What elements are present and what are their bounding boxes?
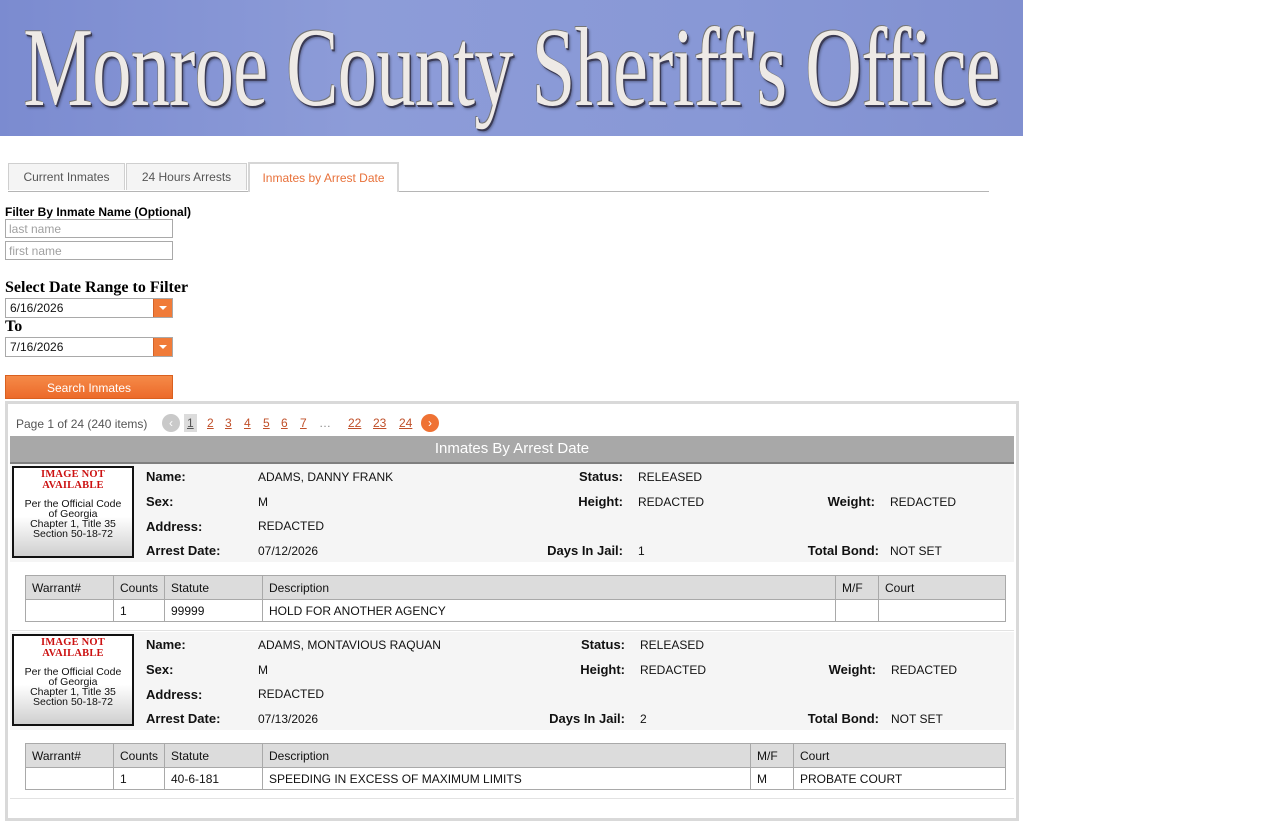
chevron-left-icon[interactable]: ‹ (162, 414, 180, 432)
to-date-picker[interactable] (5, 337, 173, 357)
col-mf: M/F (751, 744, 794, 768)
days-in-jail-label: Days In Jail: (549, 711, 625, 726)
tab-24-hours-arrests[interactable]: 24 Hours Arrests (126, 163, 247, 190)
inmate-photo-placeholder: IMAGE NOT AVAILABLE Per the Official Code of Georgia Chapter 1, Title 35 Section 50-18-72 (12, 466, 134, 558)
inmate-sex: M (258, 663, 268, 677)
charge-mf (836, 600, 879, 622)
inmate-photo-placeholder: IMAGE NOT AVAILABLE Per the Official Code of Georgia Chapter 1, Title 35 Section 50-18-72 (12, 634, 134, 726)
sex-label: Sex: (146, 662, 174, 677)
image-not-available-text: IMAGE NOT AVAILABLE (41, 637, 105, 659)
height-label: Height: (578, 494, 623, 509)
inmate-arrest-date: 07/12/2026 (258, 544, 319, 558)
status-label: Status: (578, 469, 623, 484)
charge-counts: 1 (114, 768, 165, 790)
col-court: Court (794, 744, 1006, 768)
days-in-jail-label: Days In Jail: (547, 543, 623, 558)
col-warrant: Warrant# (26, 744, 114, 768)
tab-current-inmates[interactable]: Current Inmates (8, 163, 125, 190)
first-name-input[interactable] (5, 241, 173, 260)
address-label: Address: (146, 519, 203, 534)
to-label: To (5, 318, 23, 335)
col-court: Court (879, 576, 1006, 600)
table-row (26, 768, 1006, 790)
date-range-heading: Select Date Range to Filter (5, 279, 189, 296)
pager (8, 404, 1016, 438)
page-link-7[interactable]: 7 (300, 416, 307, 430)
col-description: Description (263, 744, 751, 768)
inmate-sex: M (258, 495, 268, 509)
weight-label: Weight: (828, 662, 876, 677)
inmate-weight: REDACTED (891, 663, 958, 677)
col-statute: Statute (165, 576, 263, 600)
charges-table (25, 575, 1006, 622)
image-not-available-text: IMAGE NOT AVAILABLE (41, 469, 105, 491)
charge-description: SPEEDING IN EXCESS OF MAXIMUM LIMITS (263, 768, 751, 790)
page-link-4[interactable]: 4 (244, 416, 251, 430)
inmate-record (10, 632, 1014, 800)
pager-info: Page 1 of 24 (240 items) (16, 417, 148, 431)
inmate-status: RELEASED (640, 638, 705, 652)
inmate-total-bond: NOT SET (890, 544, 942, 558)
charge-warrant (26, 768, 114, 790)
col-counts: Counts (114, 576, 165, 600)
last-name-input[interactable] (5, 219, 173, 238)
chevron-right-icon[interactable]: › (421, 414, 439, 432)
weight-label: Weight: (827, 494, 875, 509)
col-statute: Statute (165, 744, 263, 768)
inmate-height: REDACTED (638, 495, 705, 509)
chevron-down-icon[interactable] (153, 338, 172, 356)
charge-counts: 1 (114, 600, 165, 622)
arrest-date-label: Arrest Date: (146, 543, 221, 558)
charges-header-row (26, 744, 1006, 768)
to-date-value: 7/16/2026 (10, 340, 64, 354)
inmate-days-in-jail: 1 (638, 544, 645, 558)
arrest-date-label: Arrest Date: (146, 711, 221, 726)
charges-table (25, 743, 1006, 790)
inmate-total-bond: NOT SET (891, 712, 943, 726)
charge-statute: 99999 (165, 600, 263, 622)
charge-court: PROBATE COURT (794, 768, 1006, 790)
status-label: Status: (580, 637, 625, 652)
page-link-3[interactable]: 3 (225, 416, 232, 430)
page-link-23[interactable]: 23 (373, 416, 387, 430)
page-link-6[interactable]: 6 (281, 416, 288, 430)
filter-name-label: Filter By Inmate Name (Optional) (5, 205, 192, 219)
page-link-2[interactable]: 2 (207, 416, 214, 430)
inmate-name: ADAMS, MONTAVIOUS RAQUAN (258, 638, 441, 652)
page-link-5[interactable]: 5 (263, 416, 270, 430)
inmate-record (10, 464, 1014, 632)
charge-court (879, 600, 1006, 622)
chevron-down-icon[interactable] (153, 299, 172, 317)
page-link-1[interactable]: 1 (184, 414, 197, 432)
page-link-22[interactable]: 22 (348, 416, 362, 430)
banner-title: Monroe County Sheriff's Office (23, 6, 1000, 130)
search-inmates-button[interactable]: Search Inmates (5, 375, 173, 399)
total-bond-label: Total Bond: (807, 711, 879, 726)
name-label: Name: (146, 637, 186, 652)
col-description: Description (263, 576, 836, 600)
inmate-address: REDACTED (258, 687, 325, 701)
charge-warrant (26, 600, 114, 622)
sex-label: Sex: (146, 494, 174, 509)
height-label: Height: (580, 662, 625, 677)
col-warrant: Warrant# (26, 576, 114, 600)
page-link-24[interactable]: 24 (399, 416, 413, 430)
table-row (26, 600, 1006, 622)
charge-description: HOLD FOR ANOTHER AGENCY (263, 600, 836, 622)
inmate-name: ADAMS, DANNY FRANK (258, 470, 394, 484)
inmate-height: REDACTED (640, 663, 707, 677)
charge-statute: 40-6-181 (165, 768, 263, 790)
col-counts: Counts (114, 744, 165, 768)
inmate-address: REDACTED (258, 519, 325, 533)
inmate-weight: REDACTED (890, 495, 957, 509)
inmates-grid (5, 401, 1019, 821)
inmate-days-in-jail: 2 (640, 712, 647, 726)
page-ellipsis[interactable]: … (319, 416, 331, 430)
address-label: Address: (146, 687, 203, 702)
grid-title: Inmates By Arrest Date (10, 436, 1014, 464)
from-date-value: 6/16/2026 (10, 301, 64, 315)
from-date-picker[interactable] (5, 298, 173, 318)
name-label: Name: (146, 469, 186, 484)
header-banner (0, 0, 1023, 136)
tab-inmates-by-arrest-date[interactable]: Inmates by Arrest Date (248, 162, 399, 192)
inmate-arrest-date: 07/13/2026 (258, 712, 319, 726)
tab-bar (8, 163, 989, 192)
charges-header-row (26, 576, 1006, 600)
total-bond-label: Total Bond: (807, 543, 879, 558)
col-mf: M/F (836, 576, 879, 600)
inmate-status: RELEASED (638, 470, 703, 484)
charge-mf: M (751, 768, 794, 790)
